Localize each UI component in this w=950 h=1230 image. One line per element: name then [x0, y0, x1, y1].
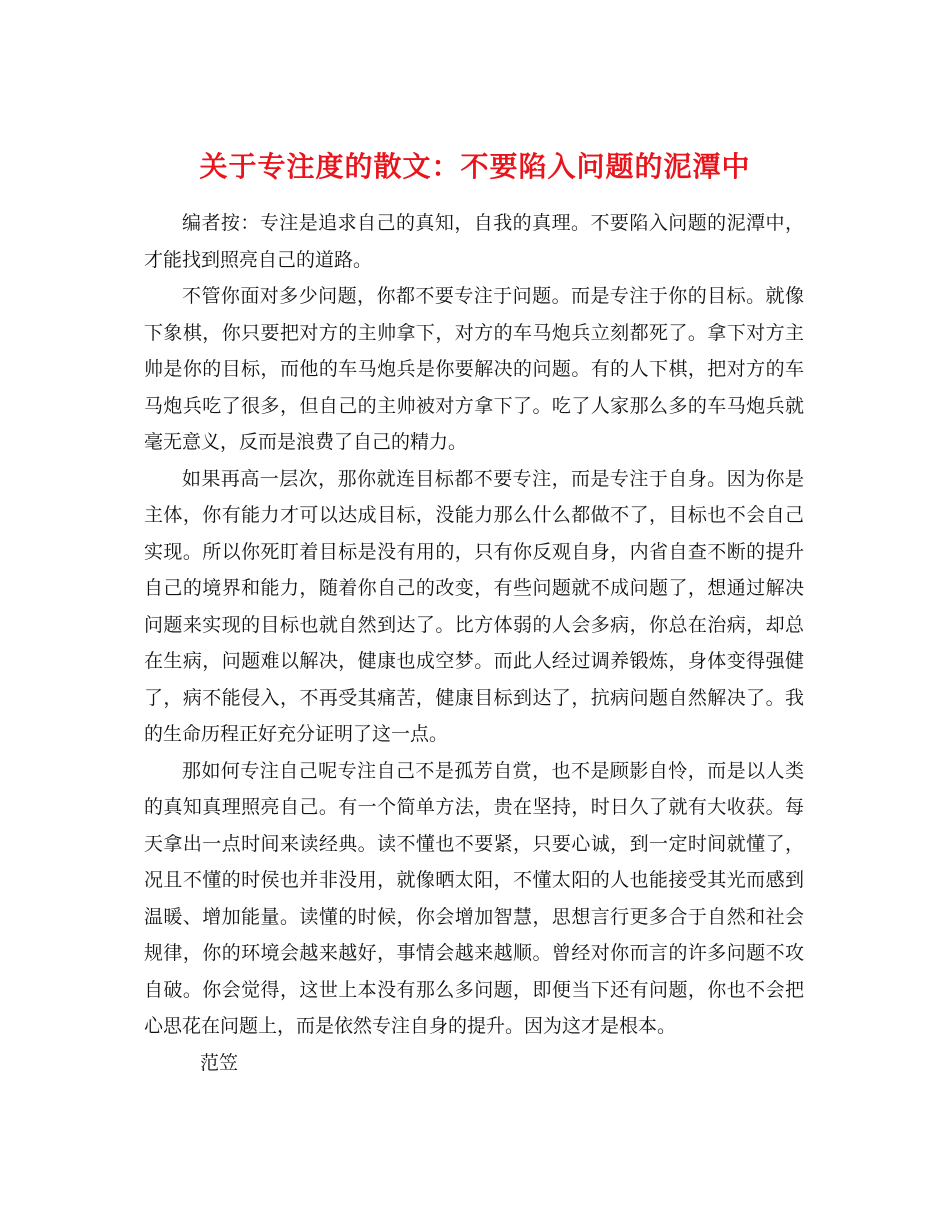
document-body — [144, 205, 804, 1081]
author-name: 范笠 — [200, 1051, 239, 1074]
body-paragraph: 那如何专注自己呢专注自己不是孤芳自赏，也不是顾影自怜，而是以人类的真知真理照亮自己。有一个简单方法，贵在坚持，时日久了就有大收获。每天拿出一点时间来读经典。读不懂也不要紧，只要心诚，到一定时间就懂了，况且不懂的时侯也并非没用，就像晒太阳，不懂太阳的人也能接受其光而感到温暖、增加能量。读懂的时候，你会增加智慧，思想言行更多合于自然和社会规律，你的环境会越来越好，事情会越来越顺。曾经对你而言的许多问题不攻自破。你会觉得，这世上本没有那么多问题，即便当下还有问题，你也不会把心思花在问题上，而是依然专注自身的提升。因为这才是根本。 — [144, 759, 804, 1037]
editor-note-paragraph: 编者按：专注是追求自己的真知，自我的真理。不要陷入问题的泥潭中，才能找到照亮自己的道路。 — [144, 212, 804, 271]
body-paragraph: 不管你面对多少问题，你都不要专注于问题。而是专注于你的目标。就像下象棋，你只要把对方的主帅拿下，对方的车马炮兵立刻都死了。拿下对方主帅是你的目标，而他的车马炮兵是你要解决的问题。有的人下棋，把对方的车马炮兵吃了很多，但自己的主帅被对方拿下了。吃了人家那么多的车马炮兵就毫无意义，反而是浪费了自己的精力。 — [144, 285, 804, 453]
body-paragraph: 如果再高一层次，那你就连目标都不要专注，而是专注于自身。因为你是主体，你有能力才可以达成目标，没能力那么什么都做不了，目标也不会自己实现。所以你死盯着目标是没有用的，只有你反观自身，内省自查不断的提升自己的境界和能力，随着你自己的改变，有些问题就不成问题了，想通过解决问题来实现的目标也就自然到达了。比方体弱的人会多病，你总在治病，却总在生病，问题难以解决，健康也成空梦。而此人经过调养锻炼，身体变得强健了，病不能侵入，不再受其痛苦，健康目标到达了，抗病问题自然解决了。我的生命历程正好充分证明了这一点。 — [144, 467, 804, 745]
document-title: 关于专注度的散文：不要陷入问题的泥潭中 — [199, 149, 751, 183]
